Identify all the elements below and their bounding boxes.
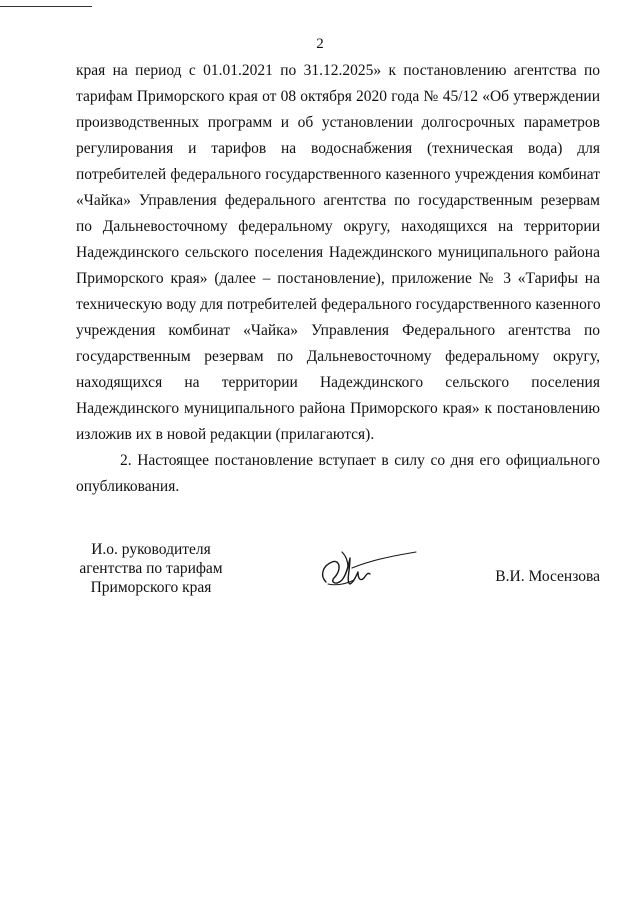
signature-block <box>0 540 640 610</box>
signer-position-line: агентства по тарифам <box>79 560 223 577</box>
signer-position <box>76 540 226 597</box>
document-body <box>76 58 600 500</box>
body-line: тарифам Приморского края от 08 октября 2020 года № 45/12 «Об утверждении <box>76 88 600 105</box>
paragraph-2-line: 2. Настоящее постановление вступает в силу со дня его официального <box>120 452 600 469</box>
body-line: Приморского края» (далее – постановление), приложение № 3 «Тарифы на <box>76 270 600 287</box>
page-number: 2 <box>316 36 324 52</box>
body-line: края на период с 01.01.2021 по 31.12.2025» к постановлению агентства по <box>76 62 600 79</box>
body-line: «Чайка» Управления федерального агентства по государственным резервам <box>76 192 600 209</box>
signer-position-line: Приморского края <box>90 579 212 596</box>
body-line: регулирования и тарифов на водоснабжения (техническая вода) для <box>76 140 600 157</box>
body-line: производственных программ и об установлении долгосрочных параметров <box>76 114 600 131</box>
body-line: учреждения комбинат «Чайка» Управления Федерального агентства по <box>76 322 600 339</box>
top-left-rule <box>0 6 92 7</box>
body-line: государственным резервам по Дальневосточному федеральному округу, <box>76 348 600 365</box>
paragraph-2-line: опубликования. <box>76 478 180 495</box>
signer-position-line: И.о. руководителя <box>91 541 211 558</box>
body-line: Надеждинского сельского поселения Надеждинского муниципального района <box>76 244 600 261</box>
body-line: потребителей федерального государственного казенного учреждения комбинат <box>76 166 600 183</box>
body-line: техническую воду для потребителей федерального государственного казенного <box>76 296 601 313</box>
body-line: находящихся на территории Надеждинского сельского поселения <box>76 374 600 391</box>
signer-name: В.И. Мосензова <box>495 568 600 585</box>
body-line: изложив их в новой редакции (прилагаются). <box>76 426 375 443</box>
handwritten-signature <box>312 546 422 596</box>
body-line: Надеждинского муниципального района Приморского края» к постановлению <box>76 400 600 417</box>
body-line: по Дальневосточному федеральному округу, находящихся на территории <box>76 218 600 235</box>
